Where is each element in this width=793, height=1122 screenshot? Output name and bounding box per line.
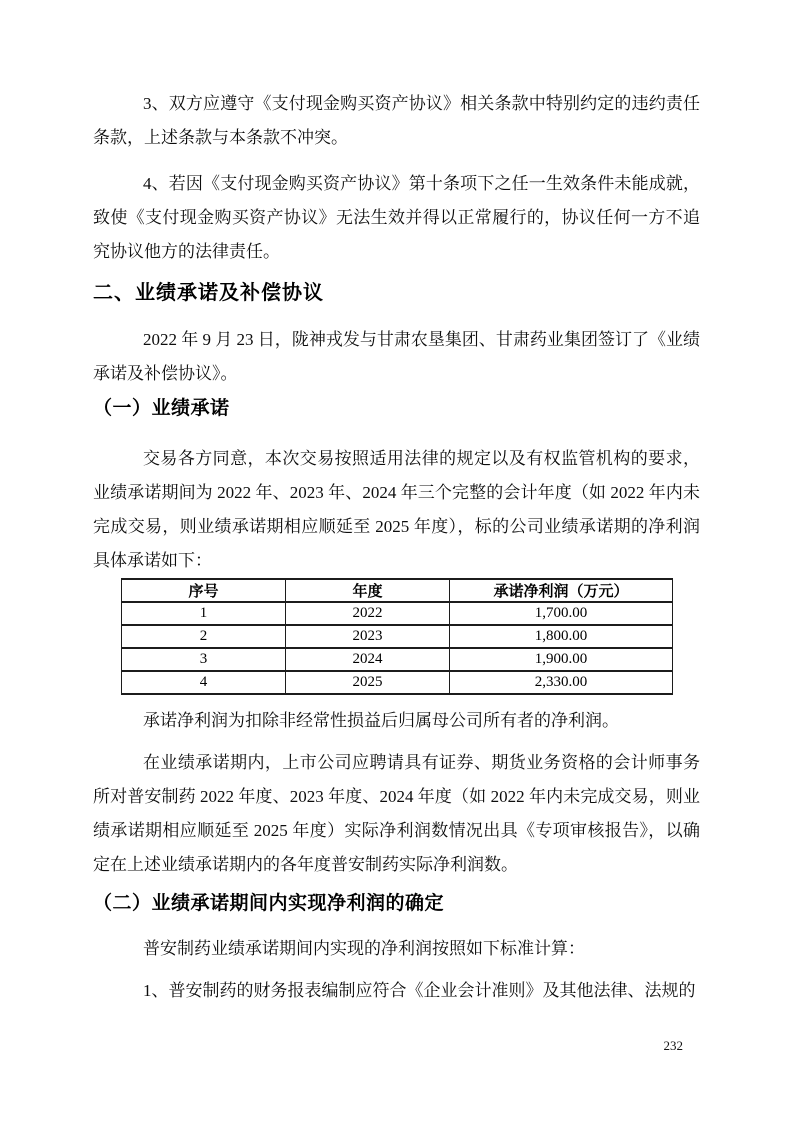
table-header-seq: 序号 bbox=[122, 579, 286, 602]
page-content bbox=[93, 0, 700, 1008]
paragraph-item-3: 3、双方应遵守《支付现金购买资产协议》相关条款中特别约定的违约责任条款，上述条款与本条款不冲突。 bbox=[93, 94, 700, 147]
cell-seq: 2 bbox=[122, 625, 286, 648]
subsection-heading-2-1: （一）业绩承诺 bbox=[93, 398, 230, 419]
cell-year: 2024 bbox=[286, 648, 450, 671]
table-header-row bbox=[122, 579, 673, 602]
paragraph-commitment-period: 交易各方同意，本次交易按照适用法律的规定以及有权监管机构的要求，业绩承诺期间为 2022 年、2023 年、2024 年三个完整的会计年度（如 2022 年内未完成交易，则业绩承诺期相应顺延至 2025 年度），标的公司业绩承诺期的净利润具体承诺如下： bbox=[93, 449, 700, 570]
cell-seq: 4 bbox=[122, 671, 286, 694]
cell-profit: 2,330.00 bbox=[450, 671, 673, 694]
cell-seq: 3 bbox=[122, 648, 286, 671]
paragraph-audit-report: 在业绩承诺期内，上市公司应聘请具有证券、期货业务资格的会计师事务所对普安制药 2022 年度、2023 年度、2024 年度（如 2022 年内未完成交易，则业绩承诺期相应顺延至 2025 年度）实际净利润数情况出具《专项审核报告》，以确定在上述业绩承诺期内的各年度普安制药实际净利润数。 bbox=[93, 753, 700, 874]
promised-net-profit-table bbox=[121, 578, 673, 695]
cell-profit: 1,900.00 bbox=[450, 648, 673, 671]
table-row bbox=[122, 602, 673, 625]
paragraph-net-profit-definition: 承诺净利润为扣除非经常性损益后归属母公司所有者的净利润。 bbox=[143, 711, 619, 730]
cell-profit: 1,700.00 bbox=[450, 602, 673, 625]
cell-year: 2023 bbox=[286, 625, 450, 648]
paragraph-item-1: 1、普安制药的财务报表编制应符合《企业会计准则》及其他法律、法规的 bbox=[143, 981, 696, 1000]
table-row bbox=[122, 625, 673, 648]
cell-seq: 1 bbox=[122, 602, 286, 625]
table-header-year: 年度 bbox=[286, 579, 450, 602]
paragraph-agreement-signing: 2022 年 9 月 23 日，陇神戎发与甘肃农垦集团、甘肃药业集团签订了《业绩承诺及补偿协议》。 bbox=[93, 330, 700, 383]
paragraph-item-4: 4、若因《支付现金购买资产协议》第十条项下之任一生效条件未能成就，致使《支付现金购买资产协议》无法生效并得以正常履行的，协议任何一方不追究协议他方的法律责任。 bbox=[93, 174, 700, 261]
page-number: 232 bbox=[663, 1038, 683, 1053]
subsection-heading-2-2: （二）业绩承诺期间内实现净利润的确定 bbox=[93, 893, 445, 914]
section-heading-2: 二、业绩承诺及补偿协议 bbox=[93, 282, 324, 304]
table-row bbox=[122, 671, 673, 694]
table-row bbox=[122, 648, 673, 671]
cell-year: 2025 bbox=[286, 671, 450, 694]
cell-profit: 1,800.00 bbox=[450, 625, 673, 648]
table-header-profit: 承诺净利润（万元） bbox=[450, 579, 673, 602]
paragraph-calculation-intro: 普安制药业绩承诺期间内实现的净利润按照如下标准计算： bbox=[143, 939, 585, 958]
cell-year: 2022 bbox=[286, 602, 450, 625]
